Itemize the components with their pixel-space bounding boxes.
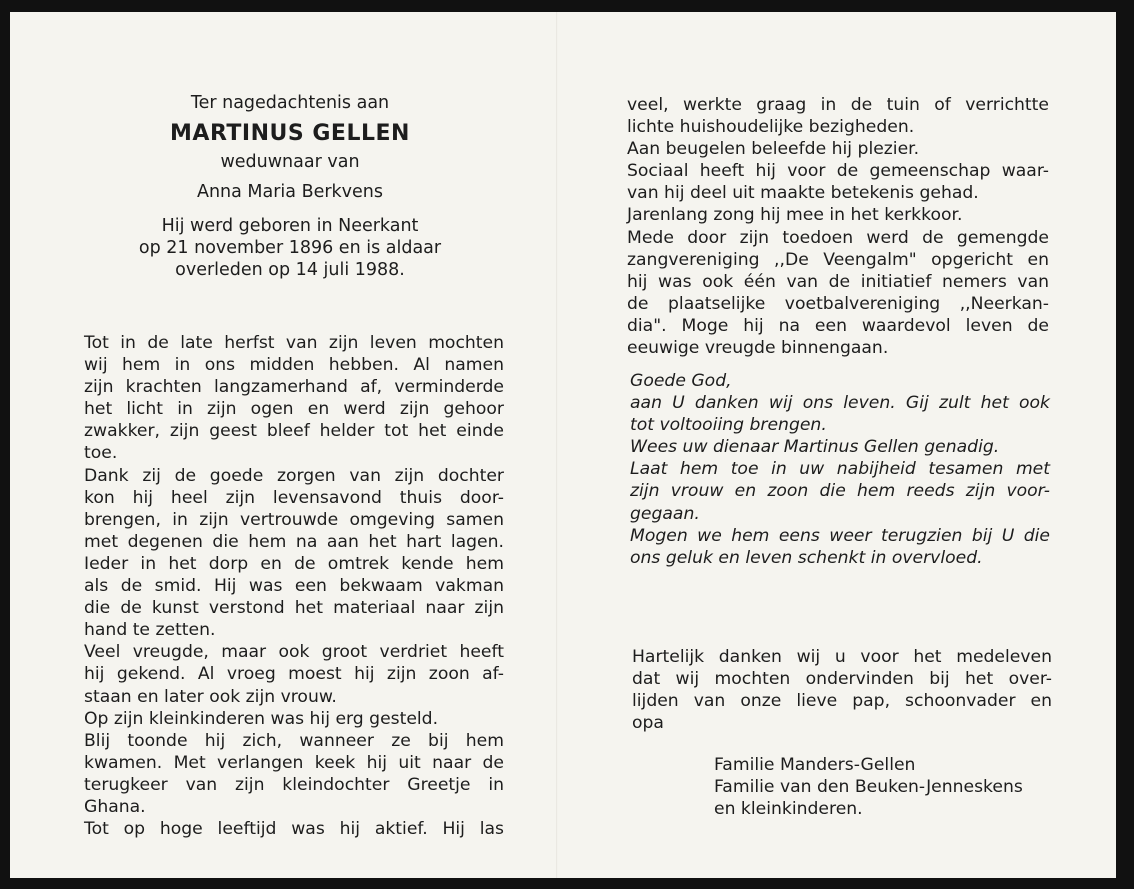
thanks-line: dat wij mochten ondervinden bij het over- — [632, 669, 1052, 690]
birth-death-text — [130, 215, 450, 281]
prayer-line: Mogen we hem eens weer terugzien bij U die — [630, 525, 1050, 546]
biography-left — [84, 332, 504, 840]
biography-line: terugkeer van zijn kleindochter Greetje in — [84, 774, 504, 795]
biography-line: Ieder in het dorp en de omtrek kende hem — [84, 553, 504, 574]
prayer-line: zijn vrouw en zoon die hem reeds zijn voor- — [630, 481, 1050, 502]
biography-line: dia". Moge hij na een waardevol leven de — [627, 315, 1049, 336]
biography-line: het licht in zijn ogen en werd zijn gehoor — [84, 399, 504, 420]
biography-line: de plaatselijke voetbalvereniging ,,Neerkan- — [627, 293, 1049, 314]
biography-line: zwakker, zijn geest bleef helder tot het einde — [84, 421, 504, 442]
biography-line: Op zijn kleinkinderen was hij erg gesteld. — [84, 708, 439, 729]
prayer-text — [630, 370, 1050, 569]
biography-line: brengen, in zijn vertrouwde omgeving samen — [84, 509, 504, 530]
family-line: Familie Manders-Gellen — [714, 755, 916, 775]
biography-line: Mede door zijn toedoen werd de gemengde — [627, 227, 1049, 248]
deceased-name: MARTINUS GELLEN — [170, 121, 410, 146]
relation-text: weduwnaar van — [220, 152, 360, 172]
biography-line: Blij toonde hij zich, wanneer ze bij hem — [84, 730, 504, 751]
intro-text: Ter nagedachtenis aan — [190, 93, 390, 113]
prayer-line: ons geluk en leven schenkt in overvloed. — [630, 547, 983, 568]
biography-line: hij was ook één van de initiatief nemers van — [627, 271, 1049, 292]
biography-line: toe. — [84, 443, 118, 464]
biography-line: wij hem in ons midden hebben. Al namen — [84, 355, 504, 376]
biography-line: Dank zij de goede zorgen van zijn dochter — [84, 465, 504, 486]
spouse-name: Anna Maria Berkvens — [196, 182, 384, 202]
thanks-line: opa — [632, 713, 664, 734]
biography-line: hand te zetten. — [84, 620, 216, 641]
biography-line: Veel vreugde, maar ook groot verdriet heeft — [84, 642, 504, 663]
biography-line: die de kunst verstond het materiaal naar zijn — [84, 598, 504, 619]
card-header — [130, 92, 450, 281]
born-line: overleden op 14 juli 1988. — [175, 260, 405, 280]
born-line: op 21 november 1896 en is aldaar — [138, 238, 442, 258]
biography-line: hij gekend. Al vroeg moest hij zijn zoon af- — [84, 664, 504, 685]
thanks-line: lijden van onze lieve pap, schoonvader en — [632, 691, 1052, 712]
prayer-line: Wees uw dienaar Martinus Gellen genadig. — [630, 437, 1000, 458]
biography-line: van hij deel uit maakte betekenis gehad. — [627, 183, 979, 204]
biography-line: eeuwige vreugde binnengaan. — [627, 338, 889, 359]
biography-line: kon hij heel zijn levensavond thuis door- — [84, 487, 504, 508]
family-line: Familie van den Beuken-Jenneskens — [714, 777, 1023, 798]
biography-line: Ghana. — [84, 796, 146, 817]
biography-line: Tot in de late herfst van zijn leven mochten — [84, 333, 504, 353]
prayer-line: aan U danken wij ons leven. Gij zult het ook — [630, 393, 1050, 414]
biography-line: Aan beugelen beleefde hij plezier. — [627, 139, 920, 160]
biography-line: veel, werkte graag in de tuin of verrichtte — [627, 95, 1049, 115]
born-line: Hij werd geboren in Neerkant — [161, 216, 419, 236]
biography-line: staan en later ook zijn vrouw. — [84, 686, 337, 707]
biography-right — [627, 94, 1049, 359]
family-line: en kleinkinderen. — [714, 799, 863, 820]
biography-line: lichte huishoudelijke bezigheden. — [627, 117, 915, 138]
biography-line: zangvereniging ,,De Veengalm" opgericht en — [627, 249, 1049, 270]
biography-line: kwamen. Met verlangen keek hij uit naar de — [84, 752, 504, 773]
prayer-line: tot voltooiing brengen. — [630, 415, 827, 436]
biography-line: Sociaal heeft hij voor de gemeenschap waar- — [627, 161, 1049, 182]
biography-line: met degenen die hem na aan het hart lagen. — [84, 531, 504, 552]
prayer-line: Laat hem toe in uw nabijheid tesamen met — [630, 459, 1050, 480]
biography-line: Tot op hoge leeftijd was hij aktief. Hij las — [84, 819, 504, 840]
thanks-line: Hartelijk danken wij u voor het medeleven — [632, 647, 1052, 667]
prayer-line: gegaan. — [630, 503, 700, 524]
biography-line: Jarenlang zong hij mee in het kerkkoor. — [627, 205, 963, 226]
family-signature — [714, 754, 1054, 820]
prayer-line: Goede God, — [630, 371, 732, 391]
card-fold-line — [556, 12, 558, 878]
biography-line: als de smid. Hij was een bekwaam vakman — [84, 576, 504, 597]
biography-line: zijn krachten langzamerhand af, verminderde — [84, 377, 504, 398]
thanks-text — [632, 646, 1052, 734]
